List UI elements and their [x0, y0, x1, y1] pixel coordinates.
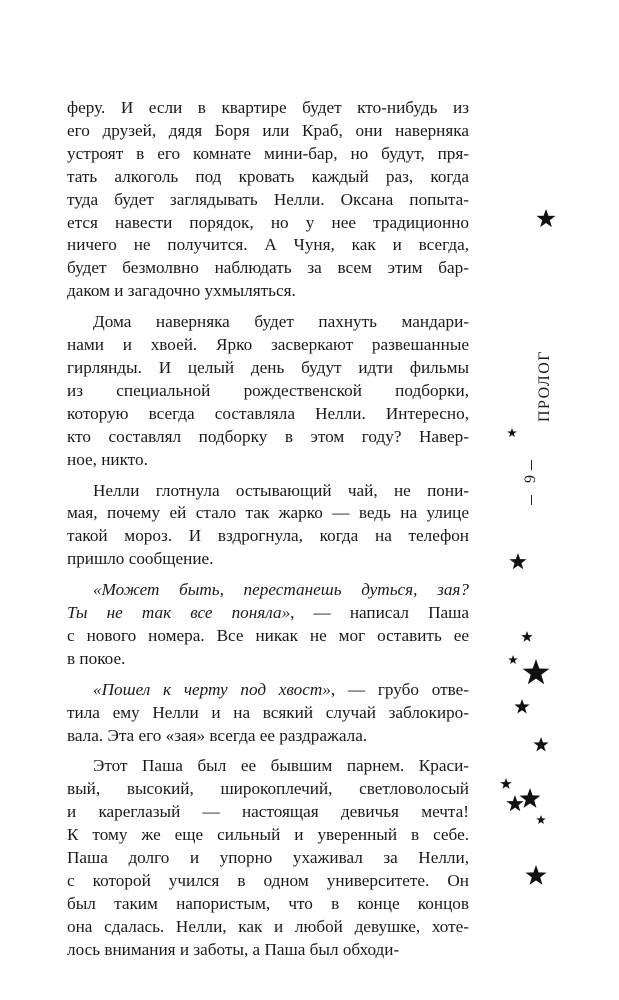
text-line: Дома наверняка будет пахнуть мандари-: [93, 312, 469, 332]
text-line: ется навести порядок, но у нее традиционно: [67, 212, 469, 232]
text-line: такой мороз. И вздрогнула, когда на телефон: [67, 526, 469, 546]
text-line: гирлянды. И целый день будут идти фильмы: [67, 357, 469, 377]
text-line: феру. И если в квартире будет кто-нибудь из: [67, 98, 469, 117]
text-line: кто составлял подборку в этом году? Навер-: [67, 426, 469, 446]
text-line: К тому же еще сильный и уверенный в себе.: [67, 825, 469, 845]
text-line: с нового номера. Все никак не мог оставить ее: [67, 625, 469, 645]
text-line: Ты не так все поняла», — написал Паша: [67, 603, 469, 623]
text-line: мая, почему ей стало так жарко — ведь на улице: [67, 503, 469, 523]
text-line: его друзей, дядя Боря или Краб, они наверняка: [67, 120, 469, 140]
text-line: нами и хвоей. Ярко засверкают развешанные: [67, 335, 469, 355]
text-line: вый, высокий, широкоплечий, светловолосый: [67, 779, 469, 799]
text-line: туда будет заглядывать Нелли. Оксана попыта-: [67, 189, 469, 209]
star-icon: [536, 815, 546, 824]
text-line: пришло сообщение.: [67, 549, 214, 569]
text-line: из специальной рождественской подборки,: [67, 380, 469, 400]
star-icon: [521, 631, 532, 642]
star-icon: [523, 659, 550, 684]
star-icon: [500, 778, 511, 789]
text-line: тила ему Нелли и на всякий случай заблокиро-: [67, 702, 469, 722]
text-line: устроят в его комнате мини-бар, но будут, пря-: [67, 143, 469, 163]
star-icon: [509, 553, 526, 569]
text-line: которую всегда составляла Нелли. Интересно,: [67, 403, 469, 423]
text-line: с которой учился в одном университете. Он: [67, 871, 469, 890]
text-line: ное, никто.: [67, 449, 148, 469]
text-line: Нелли глотнула остывающий чай, не пони-: [93, 480, 469, 500]
text-line: «Может быть, перестанешь дуться, зая?: [93, 580, 469, 600]
chapter-title: ПРОЛОГ: [536, 349, 553, 422]
page-number: 9: [522, 475, 539, 483]
text-line: «Пошел к черту под хвост», — грубо отве-: [93, 679, 469, 699]
star-icon: [508, 655, 518, 664]
star-icon: [537, 209, 556, 227]
text-line: вала. Эта его «зая» всегда ее раздражала.: [67, 725, 368, 745]
star-icon: [507, 428, 517, 437]
text-line: даком и загадочно ухмыляться.: [67, 281, 296, 301]
star-icon: [533, 737, 548, 752]
text-line: и кареглазый — настоящая девичья мечта!: [67, 802, 469, 822]
text-line: был таким напористым, что в конце концов: [67, 893, 469, 913]
text-line: будет безмолвно наблюдать за всем этим бар-: [67, 258, 469, 278]
star-icon: [526, 865, 547, 885]
text-line: Этот Паша был ее бывшим парнем. Краси-: [93, 756, 469, 776]
text-line: тать алкоголь под кровать каждый раз, когда: [67, 166, 469, 186]
star-icon: [506, 795, 523, 811]
text-line: Паша долго и упорно ухаживал за Нелли,: [67, 848, 469, 868]
text-line: ничего не получится. А Чуня, как и всегда,: [67, 235, 469, 255]
star-icon: [520, 788, 541, 808]
text-line: лось внимания и заботы, а Паша был обходи-: [67, 939, 400, 959]
text-line: она сдалась. Нелли, как и любой девушке, хоте-: [67, 916, 469, 936]
star-icon: [514, 699, 529, 714]
text-line: в покое.: [67, 648, 126, 668]
